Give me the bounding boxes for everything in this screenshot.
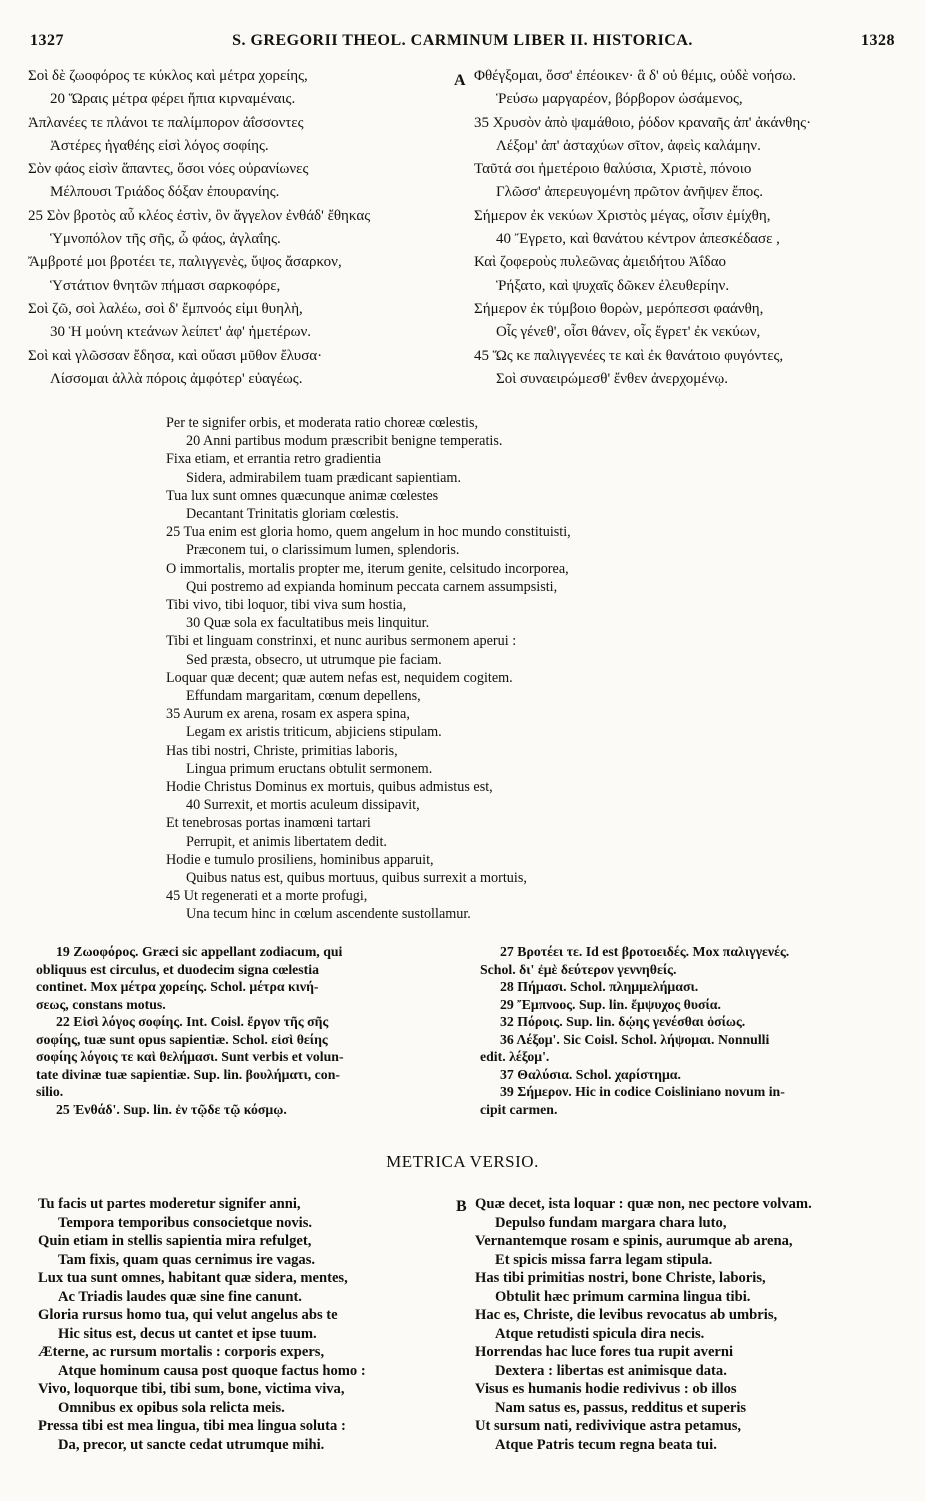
prose-line: Una tecum hinc in cœlum ascendente sustollamur. [186, 906, 471, 923]
prose-line: 30 Quæ sola ex facultatibus meis linquitur. [186, 615, 430, 632]
verse-line: Has tibi primitias nostri, bone Christe, laboris, [475, 1270, 766, 1286]
prose-line: Has tibi nostri, Christe, primitias laboris, [166, 742, 398, 759]
prose-line: 40 Surrexit, et mortis aculeum dissipavit, [186, 797, 420, 814]
prose-line: Decantant Trinitatis gloriam cœlestis. [186, 506, 399, 523]
prose-line: Per te signifer orbis, et moderata ratio choreæ cœlestis, [166, 415, 479, 431]
note-line: tate divinæ tuæ sapientiæ. Sup. lin. βουλήματι, con- [36, 1066, 340, 1082]
verse-line: Atque retudisti spicula dira necis. [495, 1325, 705, 1342]
verse-line: Ὑστάτιον θνητῶν πήμασι σαρκοφόρε, [50, 277, 281, 294]
verse-line: Et spicis missa farra legam stipula. [495, 1251, 713, 1268]
note-line: 27 Βροτέει τε. Id est βροτοειδές. Mox παλιγγενές. [500, 944, 790, 959]
note-line: continet. Mox μέτρα χορείης. Schol. μέτρα κινή- [36, 979, 319, 994]
verse-line: Quæ decet, ista loquar : quæ non, nec pectore volvam. [475, 1196, 812, 1212]
verse-line: Ἀστέρες ἠγαθέης εἰσὶ λόγος σοφίης. [50, 137, 269, 154]
verse-line: Pressa tibi est mea lingua, tibi mea lingua soluta : [38, 1418, 346, 1434]
prose-line: Loquar quæ decent; quæ autem nefas est, nequidem cogitem. [166, 669, 513, 686]
prose-line: Effundam margaritam, cœnum depellens, [186, 688, 421, 705]
running-title: S. GREGORII THEOL. CARMINUM LIBER II. HISTORICA. [232, 32, 693, 49]
note-line: 25 Ἐνθάδ'. Sup. lin. ἐν τῷδε τῷ κόσμῳ. [56, 1101, 287, 1117]
verse-line: Ut sursum nati, redivivique astra petamus, [475, 1418, 742, 1434]
verse-line: Vernantemque rosam e spinis, aurumque ab arena, [475, 1233, 793, 1249]
verse-line: Μέλπουσι Τριάδος δόξαν ἐπουρανίης. [50, 184, 280, 201]
verse-line: Tam fixis, quam quas cernimus ire vagas. [58, 1251, 316, 1268]
metrica-versio-right-column [475, 1195, 905, 1454]
verse-line: Λίσσομαι ἀλλὰ πόροις ἀμφότερ' εὐαγέως. [50, 370, 303, 387]
verse-line: Lux tua sunt omnes, habitant quæ sidera, mentes, [38, 1270, 348, 1286]
verse-line: Hac es, Christe, die levibus revocatus ab umbris, [475, 1307, 778, 1323]
verse-line: Ῥήξατο, καὶ ψυχαῖς δῶκεν ἐλευθερίην. [496, 277, 730, 294]
prose-line: Hodie Christus Dominus ex mortuis, quibus admistus est, [166, 779, 493, 796]
verse-line: Ac Triadis laudes quæ sine fine canunt. [58, 1288, 302, 1305]
verse-line: Ταῦτά σοι ἡμετέροιο θαλύσια, Χριστὲ, πόνοιο [474, 161, 752, 178]
verse-line: Σοὶ ζῶ, σοὶ λαλέω, σοὶ δ' ἔμπνοός εἰμι θυηλὴ, [28, 300, 303, 317]
note-line: Schol. δι' ἐμὲ δεύτερον γεννηθείς. [480, 961, 677, 977]
note-line: 36 Λέξομ'. Sic Coisl. Schol. λήψομαι. Nonnulli [500, 1031, 770, 1047]
prose-line: Legam ex aristis triticum, abjiciens stipulam. [186, 724, 442, 741]
verse-line: Λέξομ' ἀπ' ἀσταχύων σῖτον, ἀφεὶς καλάμην. [496, 137, 761, 154]
verse-line: Σοὶ συναειρώμεσθ' ἔνθεν ἀνερχομένῳ. [496, 370, 729, 387]
verse-line: Οἷς γένεθ', οἷσι θάνεν, οἷς ἔγρετ' ἐκ νεκύων, [496, 324, 761, 341]
verse-line: Da, precor, ut sancte cedat utrumque mihi. [58, 1436, 325, 1453]
note-line: σοφίης λόγοις τε καὶ θελήμασι. Sunt verbis et volun- [36, 1049, 344, 1064]
prose-line: Sidera, admirabilem tuam prædicant sapientiam. [186, 469, 462, 486]
note-line: 28 Πήμασι. Schol. πλημμελήμασι. [500, 979, 699, 994]
margin-letter-b: B [456, 1198, 467, 1215]
verse-line: Vivo, loquorque tibi, tibi sum, bone, victima viva, [38, 1381, 345, 1397]
verse-line: Hic situs est, decus ut cantet et ipse tuum. [58, 1325, 317, 1342]
prose-line: Tibi vivo, tibi loquor, tibi viva sum hostia, [166, 597, 407, 614]
verse-line: Depulso fundam margara chara luto, [495, 1214, 727, 1231]
prose-line: Qui postremo ad expianda hominum peccata carnem assumpsisti, [186, 578, 558, 595]
prose-line: Tua lux sunt omnes quæcunque animæ cœlestes [166, 487, 439, 504]
prose-line: Lingua primum eructans obtulit sermonem. [186, 760, 433, 777]
note-line: 22 Εἰσὶ λόγος σοφίης. Int. Coisl. ἔργον τῆς σῆς [56, 1014, 329, 1029]
prose-line: 20 Anni partibus modum præscribit benigne temperatis. [186, 433, 503, 450]
prose-line: 35 Aurum ex arena, rosam ex aspera spina, [166, 706, 410, 723]
verse-line: Σὸν φάος εἰσὶν ἅπαντες, ὅσοι νόες οὐρανίωνες [28, 161, 309, 178]
verse-line: Ὑμνοπόλον τῆς σῆς, ὦ φάος, ἀγλαΐης. [50, 231, 281, 248]
verse-line: Ἀπλανέες τε πλάνοι τε παλίμπορον ἀΐσσοντες [28, 114, 304, 131]
note-line: 19 Ζωοφόρος. Græci sic appellant zodiacum, qui [56, 944, 343, 959]
prose-line: Et tenebrosas portas inamœni tartari [166, 815, 371, 832]
verse-line: Tu facis ut partes moderetur signifer anni, [38, 1196, 301, 1212]
prose-line: Præconem tui, o clarissimum lumen, splendoris. [186, 542, 460, 559]
notes-left-column [36, 943, 456, 1118]
note-line: obliquus est circulus, et duodecim signa cœlestia [36, 961, 319, 977]
verse-line: Horrendas hac luce fores tua rupit averni [475, 1344, 734, 1360]
prose-line: Sed præsta, obsecro, ut utrumque pie faciam. [186, 651, 442, 668]
verse-line: Dextera : libertas est animisque data. [495, 1362, 727, 1379]
running-header [30, 32, 895, 54]
verse-line: 30 Ἡ μούνη κτεάνων λείπετ' ἀφ' ἡμετέρων. [50, 324, 311, 341]
prose-line: 45 Ut regenerati et a morte profugi, [166, 888, 368, 905]
verse-line: Γλῶσσ' ἀπερευγομένη πρῶτον ἀνῆψεν ἔπος. [496, 184, 763, 201]
note-line: σεως, constans motus. [36, 996, 166, 1012]
notes-right-column [480, 943, 900, 1118]
section-title: METRICA VERSIO. [386, 1152, 539, 1171]
prose-line: Fixa etiam, et errantia retro gradientia [166, 451, 382, 468]
verse-line: Æterne, ac rursum mortalis : corporis expers, [38, 1344, 325, 1360]
note-line: edit. λέξομ'. [480, 1049, 550, 1064]
verse-line: Ῥεύσω μαργαρέον, βόρβορον ὠσάμενος, [496, 91, 743, 108]
note-line: 37 Θαλύσια. Schol. χαρίστημα. [500, 1066, 681, 1082]
note-line: 29 Ἔμπνοος. Sup. lin. ἔμψυχος θυσία. [500, 996, 721, 1012]
verse-line: 20 Ὥραις μέτρα φέρει ἤπια κιρναμέναις. [50, 91, 296, 108]
verse-line: 40 Ἔγρετο, καὶ θανάτου κέντρον ἀπεσκέδασε , [496, 231, 780, 248]
prose-line: Quibus natus est, quibus mortuus, quibus surrexit a mortuis, [186, 870, 527, 887]
metrica-versio-left-column [38, 1195, 458, 1454]
prose-line: O immortalis, mortalis propter me, iterum genite, celsitudo incorporea, [166, 560, 569, 577]
verse-line: Obtulit hæc primum carmina lingua tibi. [495, 1288, 751, 1305]
verse-line: Καὶ ζοφεροὺς πυλεῶνας ἀμειδήτου Ἀΐδαο [474, 254, 727, 271]
prose-line: Tibi et linguam constrinxi, et nunc auribus sermonem aperui : [166, 633, 517, 650]
verse-line: 45 Ὥς κε παλιγγενέες τε καὶ ἐκ θανάτοιο φυγόντες, [474, 347, 784, 364]
verse-line: Gloria rursus homo tua, qui velut angelus abs te [38, 1307, 338, 1323]
margin-letter-a: A [454, 72, 466, 89]
verse-line: Quin etiam in stellis sapientia mira refulget, [38, 1233, 312, 1249]
verse-line: Nam satus es, passus, redditus et superis [495, 1399, 747, 1416]
verse-line: Atque hominum causa post quoque factus homo : [58, 1362, 366, 1379]
note-line: silio. [36, 1084, 64, 1099]
verse-line: Atque Patris tecum regna beata tui. [495, 1436, 717, 1453]
prose-line: 25 Tua enim est gloria homo, quem angelum in hoc mundo constituisti, [166, 524, 571, 541]
verse-line: 35 Χρυσὸν ἀπὸ ψαμάθοιο, ῥόδον κραναῆς ἀπ' ἀκάνθης· [474, 114, 812, 131]
left-page-number: 1327 [30, 32, 64, 49]
verse-line: Σοὶ καὶ γλῶσσαν ἔδησα, καὶ οὔασι μῦθον ἔλυσα· [28, 347, 323, 364]
right-page-number: 1328 [861, 32, 895, 49]
verse-line: Σήμερον ἐκ νεκύων Χριστὸς μέγας, οἷσιν ἐμίχθη, [474, 207, 771, 224]
verse-line: Σοὶ δὲ ζωοφόρος τε κύκλος καὶ μέτρα χορείης, [28, 68, 308, 84]
greek-text-right-column [474, 65, 904, 391]
latin-prose-translation [166, 414, 886, 924]
note-line: 39 Σήμερον. Hic in codice Coisliniano novum in- [500, 1084, 785, 1099]
verse-line: Ἄμβροτέ μοι βροτέει τε, παλιγγενὲς, ὕψος ἄσαρκον, [28, 254, 342, 271]
prose-line: Perrupit, et animis libertatem dedit. [186, 833, 387, 850]
note-line: 32 Πόροις. Sup. lin. δῴης γενέσθαι ὁσίως. [500, 1014, 746, 1029]
verse-line: Omnibus ex opibus sola relicta meis. [58, 1399, 285, 1416]
verse-line: Tempora temporibus consocietque novis. [58, 1214, 313, 1231]
verse-line: Σήμερον ἐκ τύμβοιο θορὼν, μερόπεσσι φαάνθη, [474, 300, 764, 317]
greek-text-left-column [28, 65, 458, 391]
note-line: σοφίης, tuæ sunt opus sapientiæ. Schol. εἰσὶ θείης [36, 1031, 328, 1047]
verse-line: Visus es humanis hodie redivivus : ob illos [475, 1381, 737, 1397]
verse-line: 25 Σὸν βροτὸς αὖ κλέος ἐστὶν, ὃν ἄγγελον ἐνθάδ' ἔθηκας [28, 207, 371, 224]
note-line: cipit carmen. [480, 1101, 558, 1117]
prose-line: Hodie e tumulo prosiliens, hominibus apparuit, [166, 851, 434, 868]
verse-line: Φθέγξομαι, ὅσσ' ἐπέοικεν· ἃ δ' οὐ θέμις, οὐδὲ νοήσω. [474, 68, 797, 84]
